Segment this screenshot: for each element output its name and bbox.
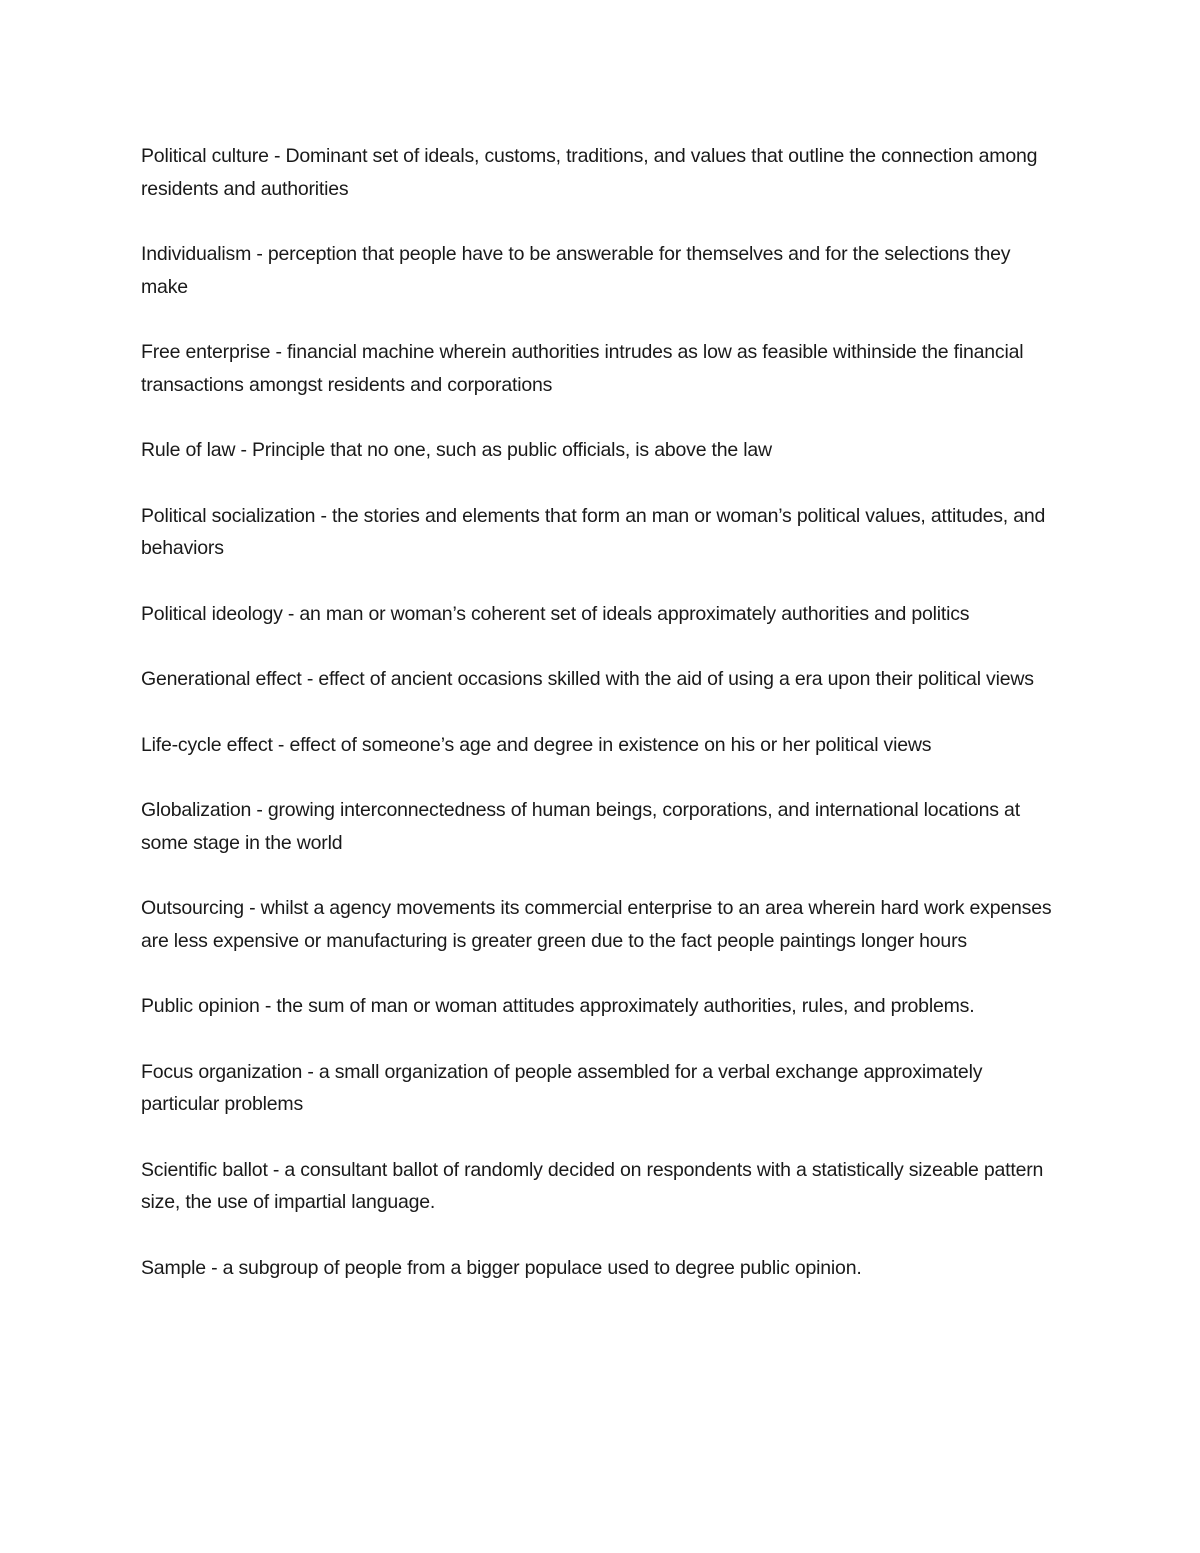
entry-globalization: Globalization - growing interconnectedness of human beings, corporations, and international locations at some stage in the world (141, 799, 1020, 854)
entry-rule-of-law: Rule of law - Principle that no one, such as public officials, is above the law (141, 439, 772, 461)
entry-life-cycle-effect: Life-cycle effect - effect of someone’s age and degree in existence on his or her political views (141, 733, 932, 756)
entry-individualism: Individualism - perception that people have to be answerable for themselves and for the selections they make (141, 243, 1011, 298)
entry-outsourcing: Outsourcing - whilst a agency movements its commercial enterprise to an area wherein hard work expenses are less expensive or manufacturing is greater green due to the fact people paintings longer hours (141, 897, 1052, 952)
entry-scientific-ballot: Scientific ballot - a consultant ballot of randomly decided on respondents with a statistically sizeable pattern size, the use of impartial language. (141, 1158, 1044, 1213)
entry-political-ideology: Political ideology - an man or woman’s coherent set of ideals approximately authorities and politics (141, 602, 970, 625)
entry-public-opinion: Public opinion - the sum of man or woman attitudes approximately authorities, rules, and problems. (141, 995, 975, 1017)
entry-focus-organization: Focus organization - a small organization of people assembled for a verbal exchange approximately particular problems (141, 1060, 983, 1115)
entry-political-culture: Political culture - Dominant set of ideals, customs, traditions, and values that outline the connection among residents and authorities (141, 145, 1038, 200)
entry-political-socialization: Political socialization - the stories and elements that form an man or woman’s political values, attitudes, and behaviors (141, 504, 1046, 559)
document-body (141, 140, 1056, 1317)
entry-generational-effect: Generational effect - effect of ancient occasions skilled with the aid of using a era upon their political views (141, 668, 1034, 690)
entry-free-enterprise: Free enterprise - financial machine wherein authorities intrudes as low as feasible withinside the financial transactions amongst residents and corporations (141, 341, 1024, 396)
entry-sample: Sample - a subgroup of people from a bigger populace used to degree public opinion. (141, 1256, 862, 1279)
